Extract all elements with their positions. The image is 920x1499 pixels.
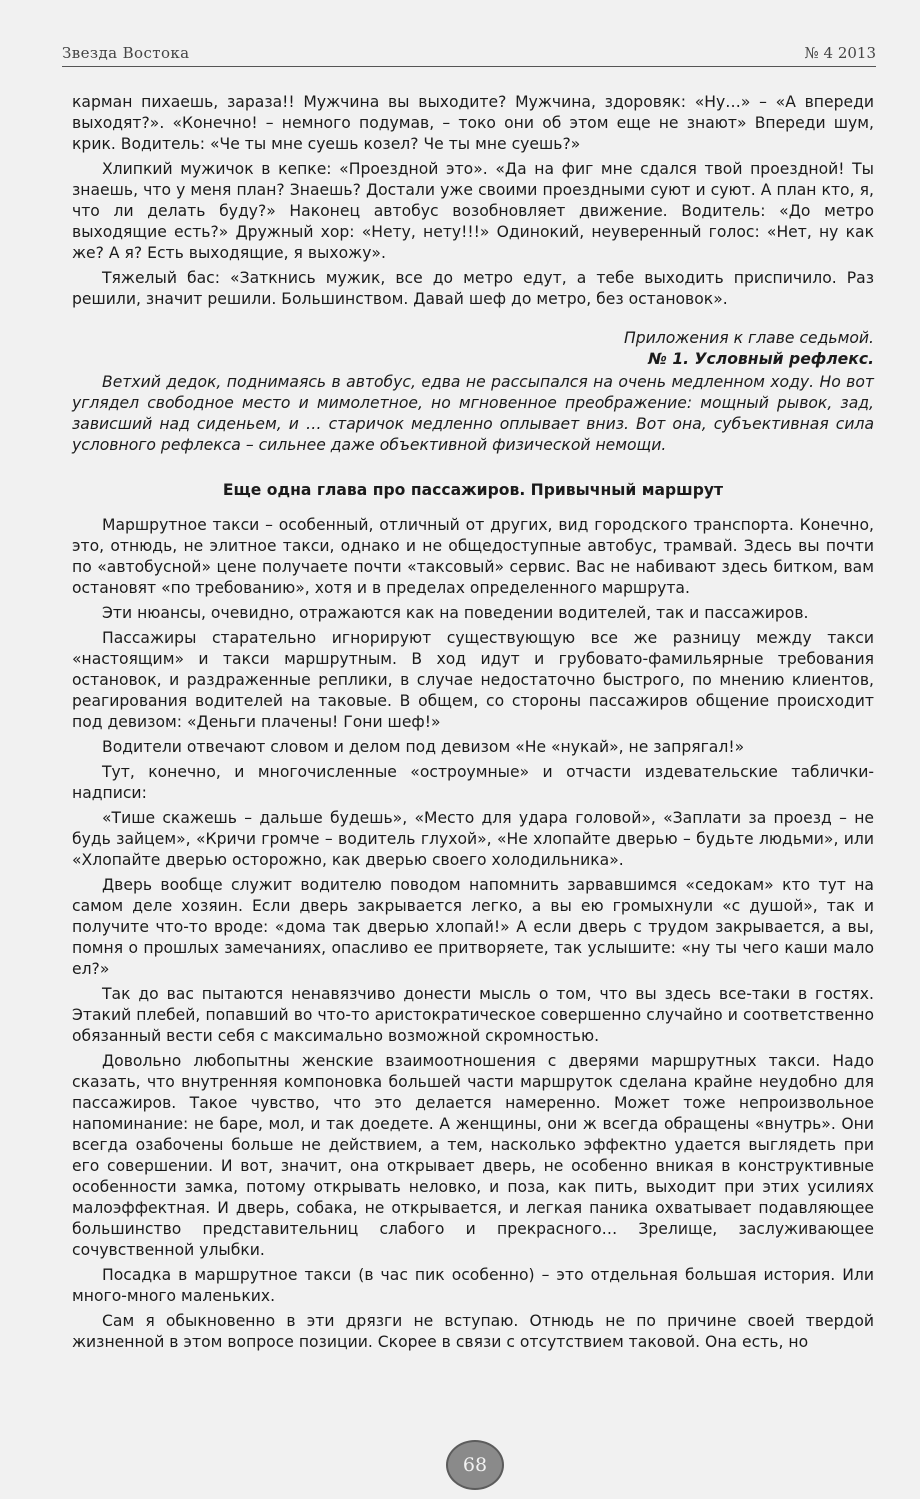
- issue-number: № 4 2013: [804, 44, 876, 62]
- page-number: 68: [446, 1440, 504, 1490]
- paragraph: Эти нюансы, очевидно, отражаются как на поведении водителей, так и пассажиров.: [102, 604, 809, 622]
- paragraph: Тут, конечно, и многочисленные «остроумные» и отчасти издевательские таблички-надписи:: [72, 763, 874, 802]
- paragraph: Хлипкий мужичок в кепке: «Проездной это». «Да на фиг мне сдался твой проездной! Ты знаешь, что у меня план? Знаешь? Достали уже своими проездными суют и суют. А план кто, я, что ли делать буду?» Наконец автобус возобновляет движение. Водитель: «До метро выходящие есть?» Дружный хор: «Нету, нету!!!» Одинокий, неуверенный голос: «Нет, ну как же? А я? Есть выходящие, я выхожу».: [72, 160, 874, 262]
- attachment-title: № 1. Условный рефлекс.: [648, 350, 874, 368]
- running-header: [62, 40, 876, 67]
- paragraph: «Тише скажешь – дальше будешь», «Место для удара головой», «Заплати за проезд – не будь зайцем», «Кричи громче – водитель глухой», «Не хлопайте дверью – будьте людьми», или «Хлопайте дверью осторожно, как дверью своего холодильника».: [72, 809, 874, 869]
- paragraph: Так до вас пытаются ненавязчиво донести мысль о том, что вы здесь все-таки в гостях. Этакий плебей, попавший во что-то аристократическое совершенно случайно и соответственно обязанный вести себя с максимально возможной скромностью.: [72, 985, 874, 1045]
- paragraph: Пассажиры старательно игнорируют существующую все же разницу между такси «настоящим» и такси маршрутным. В ход идут и грубовато-фамильярные требования остановок, и раздраженные реплики, в случае недостаточно быстрого, по мнению клиентов, реагирования водителей на таковые. В общем, со стороны пассажиров общение происходит под девизом: «Деньги плачены! Гони шеф!»: [72, 629, 874, 731]
- paragraph: Сам я обыкновенно в эти дрязги не вступаю. Отнюдь не по причине своей твердой жизненной в этом вопросе позиции. Скорее в связи с отсутствием таковой. Она есть, но: [72, 1312, 874, 1351]
- paragraph: Тяжелый бас: «Заткнись мужик, все до метро едут, а тебе выходить приспичило. Раз решили, значит решили. Большинством. Давай шеф до метро, без остановок».: [72, 269, 874, 308]
- paragraph: Довольно любопытны женские взаимоотношения с дверями маршрутных такси. Надо сказать, что внутренняя компоновка большей части маршруток сделана крайне неудобно для пассажиров. Такое чувство, что это делается намеренно. Может тоже непроизвольное напоминание: не баре, мол, и так доедете. А женщины, они ж всегда обращены «внутрь». Они всегда озабочены больше не действием, а тем, насколько эффектно удается выглядеть при его совершении. И вот, значит, она открывает дверь, не особенно вникая в конструктивные особенности замка, потому открывать неловко, и поза, как пить, выходит при этих усилиях малоэффектная. И дверь, собака, не открывается, и легкая паника охватывает подавляющее большинство представительниц слабого и прекрасного… Зрелище, заслуживающее сочувственной улыбки.: [72, 1052, 874, 1259]
- page-body: [72, 92, 874, 1357]
- paragraph: Посадка в маршрутное такси (в час пик особенно) – это отдельная большая история. Или много-много маленьких.: [72, 1266, 874, 1305]
- paragraph: Маршрутное такси – особенный, отличный от других, вид городского транспорта. Конечно, это, отнюдь, не элитное такси, однако и не общедоступные автобус, трамвай. Здесь вы почти по «автобусной» цене получаете почти «таксовый» сервис. Вас не набивают здесь битком, вам остановят «по требованию», хотя и в пределах определенного маршрута.: [72, 516, 874, 597]
- attachment-text: Ветхий дедок, поднимаясь в автобус, едва не рассыпался на очень медленном ходу. Но вот углядел свободное место и мимолетное, но мгновенное преображение: мощный рывок, зад, зависший над сиденьем, и … старичок медленно оплывает вниз. Вот она, субъективная сила условного рефлекса – сильнее даже объективной физической немощи.: [72, 373, 874, 454]
- attachment-heading: Приложения к главе седьмой.: [624, 329, 874, 347]
- paragraph: Дверь вообще служит водителю поводом напомнить зарвавшимся «седокам» кто тут на самом деле хозяин. Если дверь закрывается легко, а вы ею громыхнули «с душой», так и получите что-то вроде: «дома так дверью хлопай!» А если дверь с трудом закрывается, а вы, помня о прошлых замечаниях, опасливо ее притворяете, так услышите: «ну ты чего каши мало ел?»: [72, 876, 874, 978]
- paragraph: Водители отвечают словом и делом под девизом «Не «нукай», не запрягал!»: [102, 738, 745, 756]
- chapter-title: Еще одна глава про пассажиров. Привычный маршрут: [222, 481, 724, 499]
- paragraph: карман пихаешь, зараза!! Мужчина вы выходите? Мужчина, здоровяк: «Ну…» – «А впереди выходят?». «Конечно! – немного подумав, – токо они об этом еще не знают» Впереди шум, крик. Водитель: «Че ты мне суешь козел? Че ты мне суешь?»: [72, 93, 874, 153]
- journal-title: Звезда Востока: [62, 44, 190, 62]
